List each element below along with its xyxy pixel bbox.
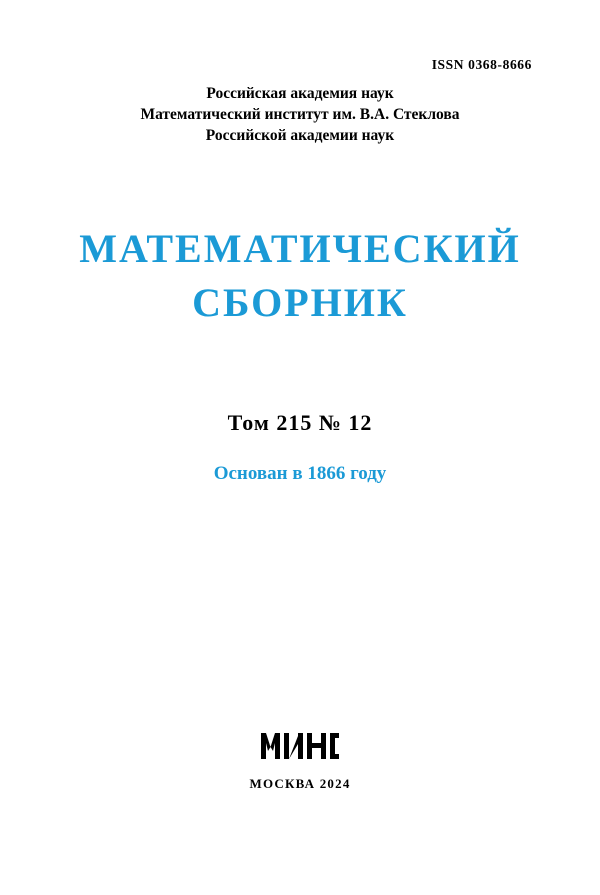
journal-title bbox=[0, 222, 600, 330]
journal-title-line-2: СБОРНИК bbox=[192, 280, 408, 325]
publisher-line-2: Математический институт им. В.А. Стеклова bbox=[140, 106, 460, 123]
publisher-block bbox=[0, 83, 600, 146]
imprint-line: МОСКВА 2024 bbox=[249, 776, 351, 791]
mian-logo bbox=[0, 731, 600, 761]
publisher-line-1: Российская академия наук bbox=[206, 85, 394, 102]
publisher-line-3: Российской академии наук bbox=[205, 127, 395, 144]
founded-year-line: Основан в 1866 году bbox=[213, 463, 387, 484]
issn-text: ISSN 0368-8666 bbox=[431, 57, 532, 72]
mian-logo-icon bbox=[261, 731, 339, 761]
volume-issue-line: Том 215 № 12 bbox=[227, 410, 373, 435]
journal-title-line-1: МАТЕМАТИЧЕСКИЙ bbox=[79, 226, 521, 271]
